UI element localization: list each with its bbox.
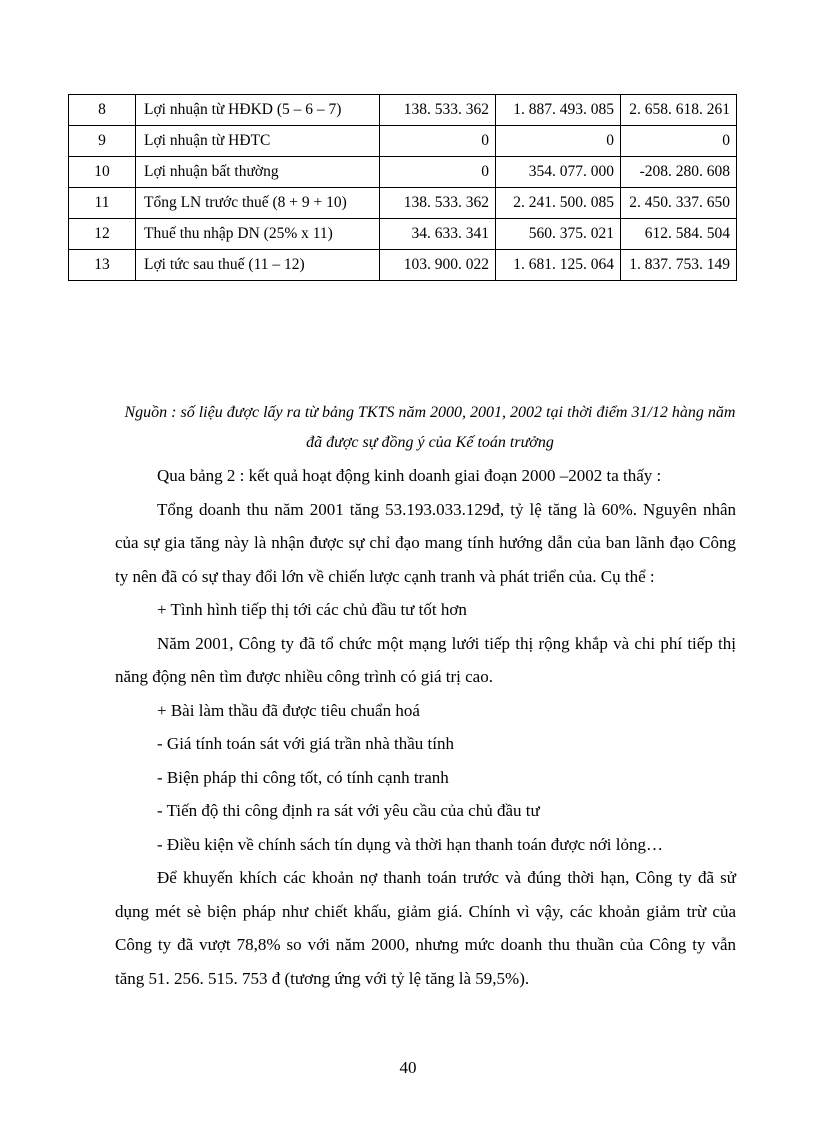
value-2001: 560. 375. 021 xyxy=(496,219,621,250)
paragraph-intro: Qua bảng 2 : kết quả hoạt động kinh doanh giai đoạn 2000 –2002 ta thấy : xyxy=(157,466,662,485)
value-2000: 34. 633. 341 xyxy=(380,219,496,250)
row-label: Lợi tức sau thuế (11 – 12) xyxy=(136,250,380,281)
paragraph-bullet: - Tiến độ thi công định ra sát với yêu cầu của chủ đầu tư xyxy=(157,801,540,820)
value-2001: 2. 241. 500. 085 xyxy=(496,188,621,219)
paragraph-bullet: - Biện pháp thi công tốt, có tính cạnh tranh xyxy=(157,767,449,787)
row-number: 10 xyxy=(69,157,136,188)
value-2002: 612. 584. 504 xyxy=(621,219,737,250)
financial-results-table xyxy=(68,94,737,281)
value-2002: 2. 658. 618. 261 xyxy=(621,95,737,126)
table-row xyxy=(69,95,737,126)
paragraph-point: + Tình hình tiếp thị tới các chủ đầu tư tốt hơn xyxy=(157,600,467,619)
value-2002: 2. 450. 337. 650 xyxy=(621,188,737,219)
paragraph-marketing: Năm 2001, Công ty đã tổ chức một mạng lưới tiếp thị rộng khắp và chi phí tiếp thị năng động nên tìm được nhiều công trình có giá trị cao. xyxy=(115,633,736,686)
value-2000: 138. 533. 362 xyxy=(380,188,496,219)
table-row xyxy=(69,157,737,188)
value-2001: 1. 887. 493. 085 xyxy=(496,95,621,126)
row-number: 8 xyxy=(69,95,136,126)
value-2000: 0 xyxy=(380,126,496,157)
row-label: Lợi nhuận bất thường xyxy=(136,157,380,188)
value-2000: 103. 900. 022 xyxy=(380,250,496,281)
row-label: Lợi nhuận từ HĐKD (5 – 6 – 7) xyxy=(136,95,380,126)
paragraph-point: + Bài làm thầu đã được tiêu chuẩn hoá xyxy=(157,700,420,720)
table-row xyxy=(69,250,737,281)
row-number: 12 xyxy=(69,219,136,250)
value-2001: 354. 077. 000 xyxy=(496,157,621,188)
value-2001: 1. 681. 125. 064 xyxy=(496,250,621,281)
value-2000: 0 xyxy=(380,157,496,188)
value-2002: 1. 837. 753. 149 xyxy=(621,250,737,281)
value-2000: 138. 533. 362 xyxy=(380,95,496,126)
row-number: 11 xyxy=(69,188,136,219)
value-2001: 0 xyxy=(496,126,621,157)
row-number: 9 xyxy=(69,126,136,157)
paragraph-discounts: Để khuyến khích các khoản nợ thanh toán trước và đúng thời hạn, Công ty đã sử dụng mét sè biện pháp như chiết khấu, giảm giá. Chính vì vậy, các khoản giảm trừ của Công ty đã vượt 78,8% so với năm 2000, nhưng mức doanh thu thuần của Công ty vẫn tăng 51. 256. 515. 753 đ (tương ứng với tỷ lệ tăng là 59,5%). xyxy=(115,868,736,988)
page-number: 40 xyxy=(399,1058,417,1077)
value-2002: 0 xyxy=(621,126,737,157)
table-row xyxy=(69,188,737,219)
table-source-note: Nguồn : số liệu được lấy ra từ bảng TKTS năm 2000, 2001, 2002 tại thời điểm 31/12 hàng năm đã được sự đồng ý của Kế toán trưởng xyxy=(124,404,736,451)
row-number: 13 xyxy=(69,250,136,281)
body-text xyxy=(115,459,736,995)
table-row xyxy=(69,126,737,157)
table-row xyxy=(69,219,737,250)
row-label: Lợi nhuận từ HĐTC xyxy=(136,126,380,157)
row-label: Tổng LN trước thuế (8 + 9 + 10) xyxy=(136,188,380,219)
row-label: Thuế thu nhập DN (25% x 11) xyxy=(136,219,380,250)
paragraph-bullet: - Giá tính toán sát với giá trần nhà thầu tính xyxy=(157,734,454,753)
paragraph-revenue: Tổng doanh thu năm 2001 tăng 53.193.033.129đ, tỷ lệ tăng là 60%. Nguyên nhân của sự gia tăng này là nhận được sự chỉ đạo mang tính hướng dẫn của ban lãnh đạo Công ty nên đã có sự thay đổi lớn về chiến lược cạnh tranh và phát triển của. Cụ thể : xyxy=(115,499,736,586)
value-2002: -208. 280. 608 xyxy=(621,157,737,188)
paragraph-bullet: - Điều kiện về chính sách tín dụng và thời hạn thanh toán được nới lỏng… xyxy=(157,834,663,854)
